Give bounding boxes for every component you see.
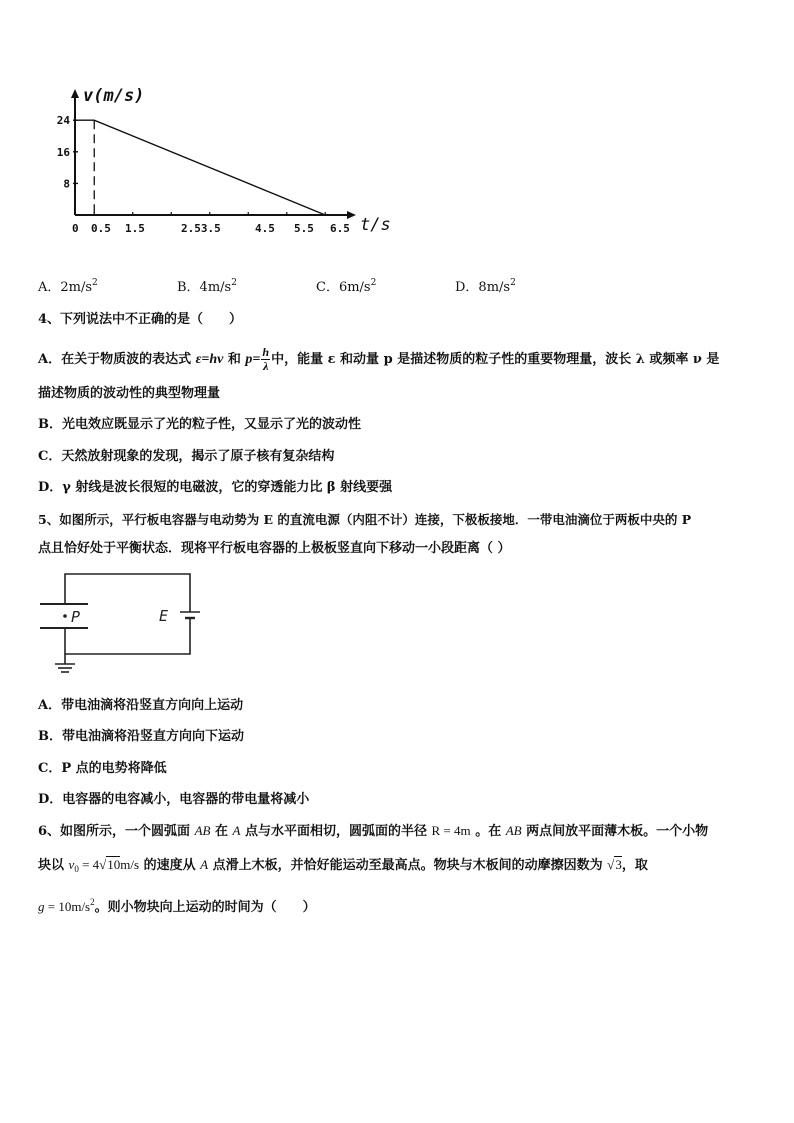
circuit-wire-top: [65, 574, 190, 612]
x-tick-label: 5.5: [294, 222, 314, 235]
q4-option-d: D．γ 射线是波长很短的电磁波，它的穿透能力比 β 射线要强: [38, 480, 393, 495]
q5-option-a: A．带电油滴将沿竖直方向向上运动: [38, 698, 244, 713]
q3-option-a: A．$2m/s^2$: [38, 278, 98, 295]
h-over-lambda-fraction: $\frac{h}{\lambda}$: [262, 345, 270, 373]
q4-option-b: B．光电效应既显示了光的粒子性，又显示了光的波动性: [38, 417, 361, 432]
x-axis-label: t/s: [360, 215, 391, 235]
q3-option-b: B．$4m/s^2$: [177, 278, 237, 295]
y-axis-arrow: [71, 89, 79, 98]
q5-stem-line2: 点且恰好处于平衡状态．现将平行板电容器的上极板竖直向下移动一小段距离（ ）: [38, 541, 511, 556]
q6-line2: 块以 $v_0 = 4√10m/s$ 的速度从 A 点滑上木板，并恰好能运动至最高点。物块与木板间的动摩擦因数为 √3，取: [38, 857, 648, 874]
x-tick-label: 0.5: [91, 222, 111, 235]
circuit-wire-bottom: [65, 618, 190, 654]
velocity-line: [75, 120, 325, 215]
x-tick-label: 4.5: [255, 222, 275, 235]
q6-line1: 6、如图所示，一个圆弧面 AB 在 A 点与水平面相切，圆弧面的半径 R = 4m 。在 AB 两点间放平面薄木板。一个小物: [38, 823, 709, 839]
x-tick-label: 1.5: [125, 222, 145, 235]
q3-option-c: C．$6m/s^2$: [316, 278, 377, 295]
x-tick-label: 2.53.5: [181, 222, 221, 235]
oil-drop-dot: [63, 614, 67, 618]
q5-option-b: B．带电油滴将沿竖直方向向下运动: [38, 729, 244, 744]
x-axis-arrow: [347, 211, 356, 219]
q4-option-c: C．天然放射现象的发现，揭示了原子核有复杂结构: [38, 449, 335, 464]
x-tick-label: 6.5: [330, 222, 350, 235]
q6-line3: $g = 10m/s^2$。则小物块向上运动的时间为（ ）: [38, 897, 316, 915]
q4-option-a-line1: A．在关于物质波的表达式 ε=hν 和 p= $\frac{h}{\lambda}$ 中，能量 ε 和动量 p 是描述物质的粒子性的重要物理量，波长 λ 或频率 ν 是: [38, 345, 720, 373]
y-tick-label: 8: [63, 177, 70, 191]
capacitor-circuit-diagram: [38, 570, 203, 682]
label-p: P: [71, 608, 81, 626]
q4-option-a-line2: 描述物质的波动性的典型物理量: [38, 386, 221, 401]
y-tick-label: 16: [56, 145, 70, 159]
label-e: E: [159, 607, 169, 625]
q5-option-d: D．电容器的电容减小，电容器的带电量将减小: [38, 792, 310, 807]
y-axis-label: v(m/s): [83, 86, 145, 106]
q5-option-c: C．P 点的电势将降低: [38, 761, 167, 776]
y-tick-label: 24: [56, 114, 70, 128]
velocity-time-graph: [50, 80, 410, 250]
x-tick-label: 0: [72, 222, 79, 235]
q4-stem: 4、下列说法中不正确的是（ ）: [38, 312, 243, 327]
q5-stem-line1: 5、如图所示，平行板电容器与电动势为 E 的直流电源（内阻不计）连接，下极板接地．一带电油滴位于两板中央的 P: [38, 512, 692, 527]
q3-option-d: D．$8m/s^2$: [455, 278, 516, 295]
